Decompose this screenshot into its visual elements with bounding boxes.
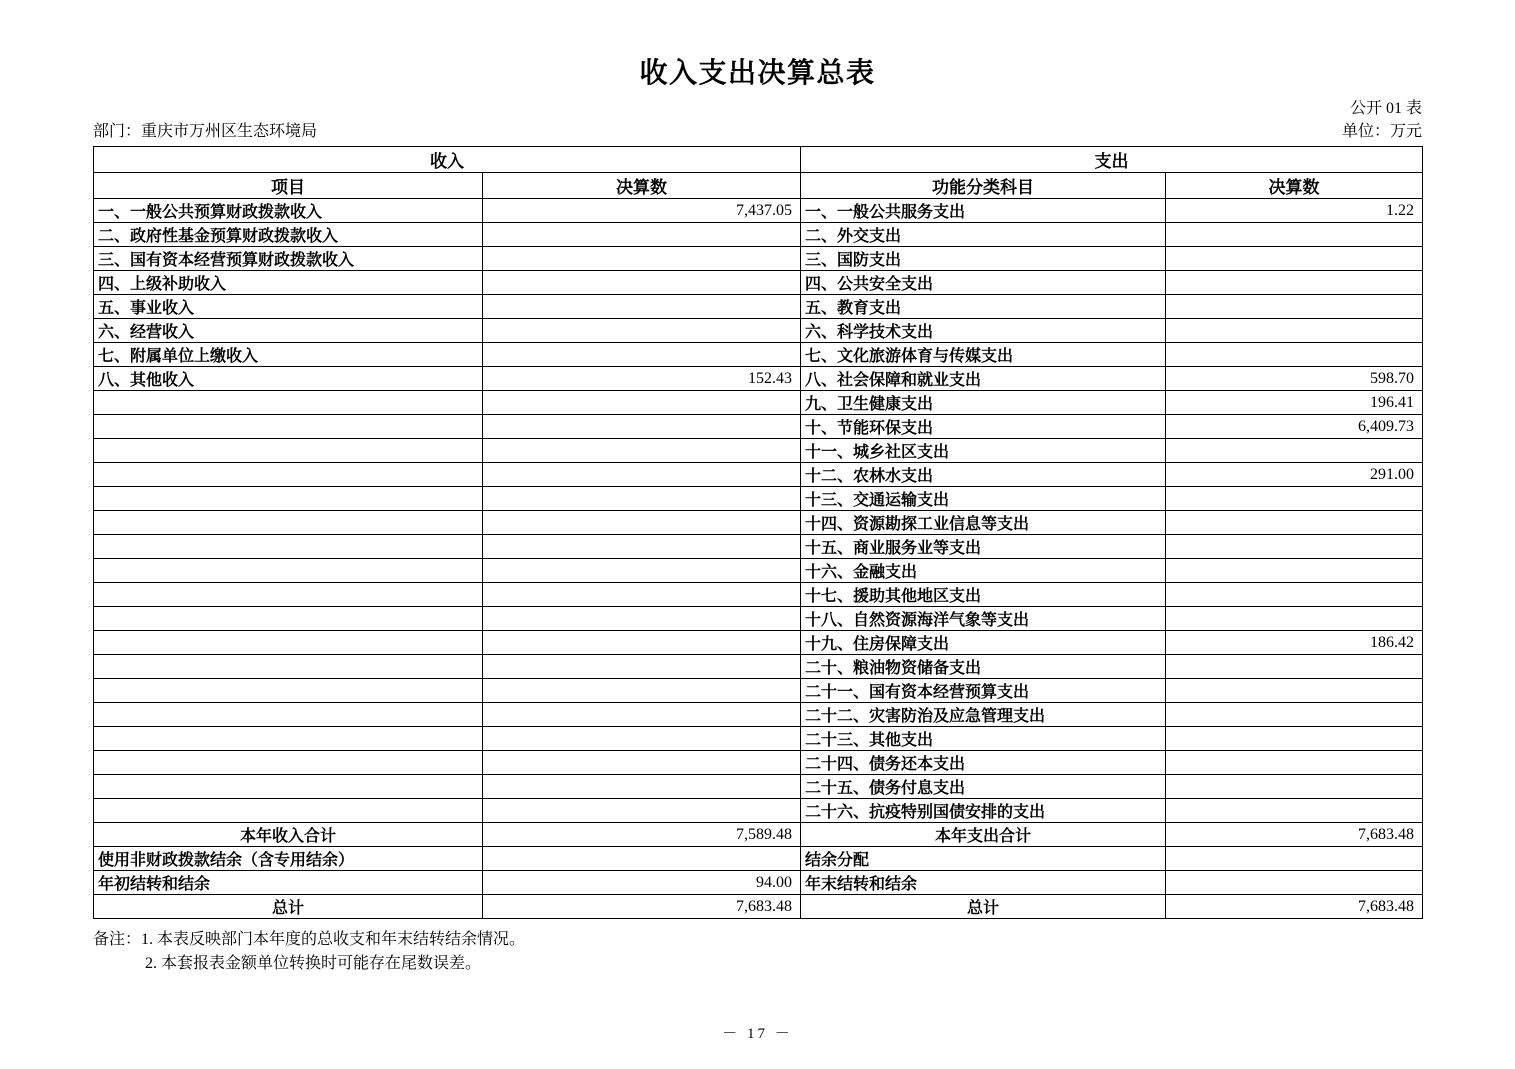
- income-item-cell: [94, 439, 483, 463]
- expense-item-cell: 二十六、抗疫特别国债安排的支出: [801, 799, 1166, 823]
- table-row: [94, 823, 1423, 847]
- expense-value-cell: [1166, 487, 1423, 511]
- income-value-cell: [483, 223, 801, 247]
- table-row: [94, 727, 1423, 751]
- table-row: [94, 847, 1423, 871]
- table-row: [94, 631, 1423, 655]
- notes: [93, 928, 525, 976]
- expense-item-cell: 四、公共安全支出: [801, 271, 1166, 295]
- income-value-cell: [483, 535, 801, 559]
- expense-item-cell: 年末结转和结余: [801, 871, 1166, 895]
- income-value-cell: [483, 343, 801, 367]
- summary-table-body: [94, 199, 1423, 919]
- income-item-cell: 三、国有资本经营预算财政拨款收入: [94, 247, 483, 271]
- note-text-1: 1. 本表反映部门本年度的总收支和年末结转结余情况。: [141, 931, 526, 948]
- expense-value-cell: [1166, 679, 1423, 703]
- income-item-cell: [94, 751, 483, 775]
- expense-value-header: 决算数: [1166, 173, 1423, 199]
- income-item-cell: 使用非财政拨款结余（含专用结余）: [94, 847, 483, 871]
- section-header-row: [94, 147, 1423, 173]
- income-item-cell: 总计: [94, 895, 483, 919]
- expense-value-cell: [1166, 223, 1423, 247]
- income-item-cell: [94, 775, 483, 799]
- table-code: 公开 01 表: [1349, 100, 1422, 117]
- income-section-header: 收入: [94, 147, 801, 173]
- table-row: [94, 343, 1423, 367]
- income-value-cell: [483, 295, 801, 319]
- expense-value-cell: [1166, 847, 1423, 871]
- expense-value-cell: 186.42: [1166, 631, 1423, 655]
- income-value-cell: [483, 607, 801, 631]
- expense-item-cell: 三、国防支出: [801, 247, 1166, 271]
- expense-value-cell: [1166, 751, 1423, 775]
- expense-item-cell: 十二、农林水支出: [801, 463, 1166, 487]
- table-row: [94, 655, 1423, 679]
- income-item-cell: [94, 559, 483, 583]
- summary-table: [93, 146, 1423, 919]
- table-row: [94, 415, 1423, 439]
- expense-value-cell: [1166, 247, 1423, 271]
- table-row: [94, 463, 1423, 487]
- income-item-cell: [94, 703, 483, 727]
- column-header-row: [94, 173, 1423, 199]
- income-item-header: 项目: [94, 173, 483, 199]
- expense-item-cell: 十六、金融支出: [801, 559, 1166, 583]
- income-item-cell: [94, 655, 483, 679]
- income-item-cell: [94, 727, 483, 751]
- table-row: [94, 319, 1423, 343]
- income-value-cell: [483, 463, 801, 487]
- page-title: 收入支出决算总表: [639, 58, 876, 89]
- expense-item-cell: 二、外交支出: [801, 223, 1166, 247]
- note-line-1: [93, 928, 525, 952]
- table-row: [94, 799, 1423, 823]
- expense-section-header: 支出: [801, 147, 1423, 173]
- expense-item-cell: 二十四、债务还本支出: [801, 751, 1166, 775]
- income-item-cell: [94, 415, 483, 439]
- income-value-cell: [483, 271, 801, 295]
- income-item-cell: [94, 487, 483, 511]
- income-item-cell: [94, 391, 483, 415]
- page-number: － 17 －: [722, 1026, 793, 1042]
- income-value-cell: 7,589.48: [483, 823, 801, 847]
- income-value-cell: [483, 511, 801, 535]
- table-row: [94, 487, 1423, 511]
- income-item-cell: [94, 463, 483, 487]
- income-value-cell: [483, 847, 801, 871]
- expense-value-cell: [1166, 727, 1423, 751]
- expense-item-header: 功能分类科目: [801, 173, 1166, 199]
- expense-item-cell: 九、卫生健康支出: [801, 391, 1166, 415]
- expense-value-cell: [1166, 271, 1423, 295]
- expense-value-cell: 1.22: [1166, 199, 1423, 223]
- expense-item-cell: 十九、住房保障支出: [801, 631, 1166, 655]
- income-value-cell: [483, 655, 801, 679]
- table-row: [94, 223, 1423, 247]
- income-value-cell: [483, 247, 801, 271]
- expense-item-cell: 二十二、灾害防治及应急管理支出: [801, 703, 1166, 727]
- expense-item-cell: 十一、城乡社区支出: [801, 439, 1166, 463]
- income-value-cell: 152.43: [483, 367, 801, 391]
- income-value-cell: 7,437.05: [483, 199, 801, 223]
- department-label: 部门：重庆市万州区生态环境局: [93, 123, 318, 140]
- table-row: [94, 871, 1423, 895]
- expense-value-cell: [1166, 799, 1423, 823]
- expense-value-cell: 7,683.48: [1166, 895, 1423, 919]
- expense-value-cell: 291.00: [1166, 463, 1423, 487]
- expense-value-cell: [1166, 295, 1423, 319]
- table-row: [94, 199, 1423, 223]
- table-row: [94, 895, 1423, 919]
- table-row: [94, 391, 1423, 415]
- income-item-cell: 二、政府性基金预算财政拨款收入: [94, 223, 483, 247]
- expense-value-cell: 196.41: [1166, 391, 1423, 415]
- income-item-cell: 四、上级补助收入: [94, 271, 483, 295]
- expense-value-cell: [1166, 703, 1423, 727]
- expense-item-cell: 六、科学技术支出: [801, 319, 1166, 343]
- income-item-cell: [94, 631, 483, 655]
- income-item-cell: [94, 511, 483, 535]
- income-value-cell: [483, 559, 801, 583]
- income-value-cell: 7,683.48: [483, 895, 801, 919]
- table-row: [94, 583, 1423, 607]
- notes-label: 备注：: [93, 931, 142, 948]
- expense-value-cell: [1166, 535, 1423, 559]
- income-value-cell: [483, 703, 801, 727]
- income-value-cell: [483, 391, 801, 415]
- expense-value-cell: [1166, 775, 1423, 799]
- income-item-cell: 六、经营收入: [94, 319, 483, 343]
- expense-value-cell: [1166, 655, 1423, 679]
- table-row: [94, 703, 1423, 727]
- table-row: [94, 679, 1423, 703]
- income-item-cell: [94, 535, 483, 559]
- income-item-cell: [94, 679, 483, 703]
- expense-value-cell: [1166, 607, 1423, 631]
- expense-value-cell: [1166, 871, 1423, 895]
- table-row: [94, 751, 1423, 775]
- expense-item-cell: 十、节能环保支出: [801, 415, 1166, 439]
- table-row: [94, 511, 1423, 535]
- expense-value-cell: [1166, 559, 1423, 583]
- expense-item-cell: 十七、援助其他地区支出: [801, 583, 1166, 607]
- income-value-cell: [483, 583, 801, 607]
- note-line-2: 2. 本套报表金额单位转换时可能存在尾数误差。: [145, 955, 482, 972]
- expense-value-cell: [1166, 439, 1423, 463]
- expense-value-cell: [1166, 343, 1423, 367]
- expense-value-cell: [1166, 511, 1423, 535]
- table-row: [94, 535, 1423, 559]
- expense-item-cell: 二十、粮油物资储备支出: [801, 655, 1166, 679]
- table-row: [94, 775, 1423, 799]
- table-row: [94, 271, 1423, 295]
- expense-value-cell: [1166, 583, 1423, 607]
- meta-line: [93, 118, 1422, 141]
- expense-item-cell: 七、文化旅游体育与传媒支出: [801, 343, 1166, 367]
- table-row: [94, 559, 1423, 583]
- income-item-cell: [94, 583, 483, 607]
- income-value-cell: [483, 727, 801, 751]
- income-item-cell: [94, 799, 483, 823]
- income-value-cell: [483, 487, 801, 511]
- income-item-cell: [94, 607, 483, 631]
- table-row: [94, 295, 1423, 319]
- income-value-cell: [483, 679, 801, 703]
- table-row: [94, 367, 1423, 391]
- expense-item-cell: 五、教育支出: [801, 295, 1166, 319]
- expense-item-cell: 十八、自然资源海洋气象等支出: [801, 607, 1166, 631]
- expense-item-cell: 结余分配: [801, 847, 1166, 871]
- income-item-cell: 八、其他收入: [94, 367, 483, 391]
- income-item-cell: 七、附属单位上缴收入: [94, 343, 483, 367]
- income-value-cell: [483, 439, 801, 463]
- expense-item-cell: 二十一、国有资本经营预算支出: [801, 679, 1166, 703]
- expense-item-cell: 二十五、债务付息支出: [801, 775, 1166, 799]
- income-value-cell: [483, 799, 801, 823]
- income-value-cell: 94.00: [483, 871, 801, 895]
- table-row: [94, 247, 1423, 271]
- expense-item-cell: 总计: [801, 895, 1166, 919]
- income-value-header: 决算数: [483, 173, 801, 199]
- table-row: [94, 439, 1423, 463]
- expense-item-cell: 二十三、其他支出: [801, 727, 1166, 751]
- expense-item-cell: 十四、资源勘探工业信息等支出: [801, 511, 1166, 535]
- income-value-cell: [483, 319, 801, 343]
- expense-item-cell: 本年支出合计: [801, 823, 1166, 847]
- expense-value-cell: 6,409.73: [1166, 415, 1423, 439]
- expense-item-cell: 十五、商业服务业等支出: [801, 535, 1166, 559]
- unit-label: 单位：万元: [1341, 123, 1422, 140]
- table-row: [94, 607, 1423, 631]
- income-item-cell: 一、一般公共预算财政拨款收入: [94, 199, 483, 223]
- income-value-cell: [483, 415, 801, 439]
- income-item-cell: 年初结转和结余: [94, 871, 483, 895]
- expense-item-cell: 八、社会保障和就业支出: [801, 367, 1166, 391]
- income-value-cell: [483, 751, 801, 775]
- income-value-cell: [483, 775, 801, 799]
- expense-item-cell: 十三、交通运输支出: [801, 487, 1166, 511]
- income-item-cell: 本年收入合计: [94, 823, 483, 847]
- income-item-cell: 五、事业收入: [94, 295, 483, 319]
- expense-item-cell: 一、一般公共服务支出: [801, 199, 1166, 223]
- expense-value-cell: 598.70: [1166, 367, 1423, 391]
- expense-value-cell: [1166, 319, 1423, 343]
- expense-value-cell: 7,683.48: [1166, 823, 1423, 847]
- income-value-cell: [483, 631, 801, 655]
